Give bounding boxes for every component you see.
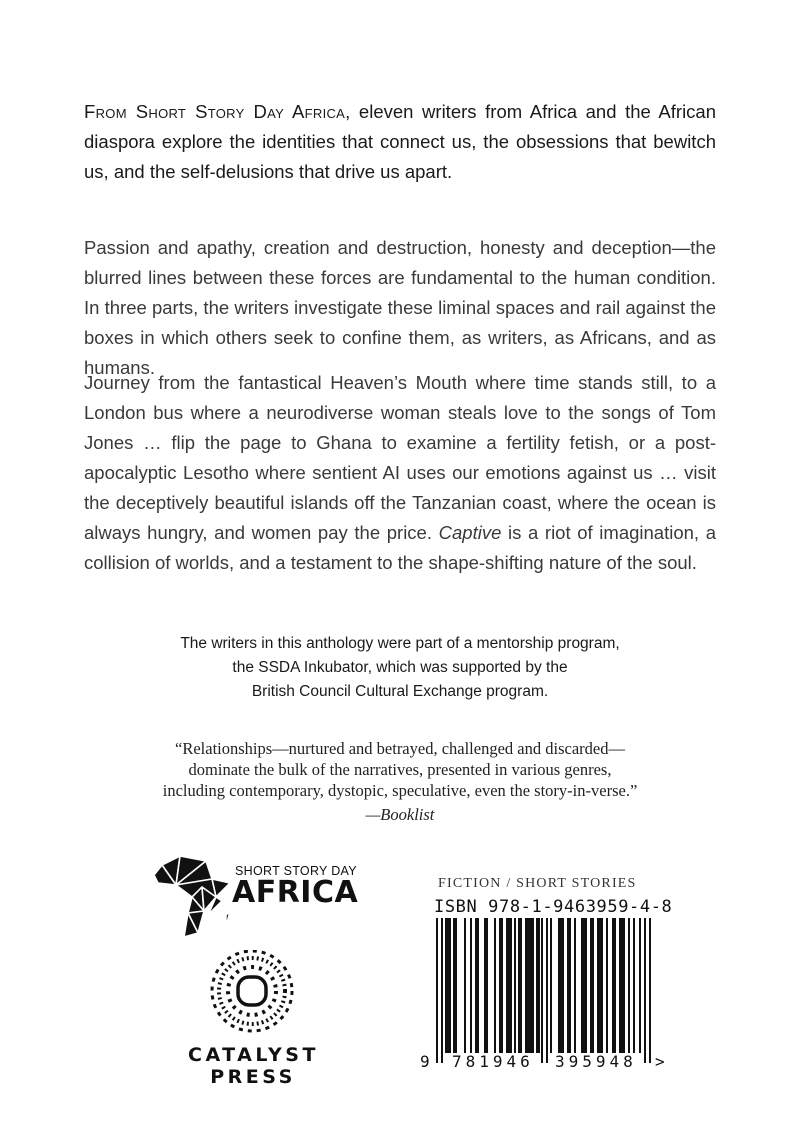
isbn-label: ISBN 978-1-9463959-4-8 — [434, 897, 673, 917]
note-line: The writers in this anthology were part of a mentorship program, — [180, 635, 620, 652]
mentorship-note — [100, 632, 700, 704]
quote-line: “Relationships—nurtured and betrayed, challenged and discarded— — [175, 739, 625, 758]
publisher-line-1: CATALYST — [188, 1044, 319, 1066]
blurb-paragraph-3 — [84, 368, 716, 578]
quote-attribution: —Booklist — [365, 805, 435, 824]
isbn-barcode — [436, 918, 686, 1068]
book-title: Captive — [438, 522, 502, 543]
paragraph3-text: Journey from the fantastical Heaven’s Mouth where time stands still, to a London bus where a neurodiverse woman steals love to the songs of Tom Jones … flip the page to Ghana to examine a fertility fetish, or a post-apocalyptic Lesotho where sentient AI uses our emotions against us … visit the deceptively beautiful islands off the Tanzanian coast, where the ocean is always hungry, and women pay the price. — [84, 372, 716, 543]
barcode-digits-left: 781946 — [452, 1052, 534, 1071]
ssda-logo — [152, 853, 357, 941]
publisher-line-2: PRESS — [210, 1066, 296, 1088]
barcode-quiet-marker: > — [655, 1052, 669, 1071]
quote-line: including contemporary, dystopic, speculative, even the story-in-verse.” — [162, 781, 638, 800]
ssda-logo-small-text: SHORT STORY DAY — [235, 864, 357, 878]
barcode-digit-first: 9 — [420, 1052, 434, 1071]
barcode-digits-right: 395948 — [555, 1052, 637, 1071]
blurb-lead-paragraph — [84, 97, 716, 187]
lead-text: , eleven writers from Africa and the African diaspora explore the identities that connect us, the obsessions that bewitch us, and the self-delusions that drive us apart. — [84, 101, 717, 182]
quote-line: dominate the bulk of the narratives, presented in various genres, — [188, 760, 612, 779]
publisher-name — [188, 1044, 318, 1088]
note-line: the SSDA Inkubator, which was supported by the — [232, 659, 568, 676]
bisac-category: FICTION / SHORT STORIES — [438, 876, 637, 891]
blurb-paragraph-2: Passion and apathy, creation and destruction, honesty and deception—the blurred lines between these forces are fundamental to the human condition. In three parts, the writers investigate these liminal spaces and rail against the boxes in which others seek to confine them, as writers, as Africans, and as humans. — [84, 237, 716, 378]
paragraph3-text-end: is a riot of imagination, a collision of worlds, and a testament to the shape-shifting nature of the soul. — [84, 522, 716, 573]
sun-emblem-icon — [202, 950, 302, 1040]
ssda-logo-big-text: AFRICA — [232, 875, 359, 910]
note-line: British Council Cultural Exchange program. — [251, 683, 549, 700]
review-quote — [100, 738, 700, 825]
publisher-name-smallcaps: From Short Story Day Africa — [84, 101, 346, 122]
africa-map-icon — [152, 853, 232, 941]
